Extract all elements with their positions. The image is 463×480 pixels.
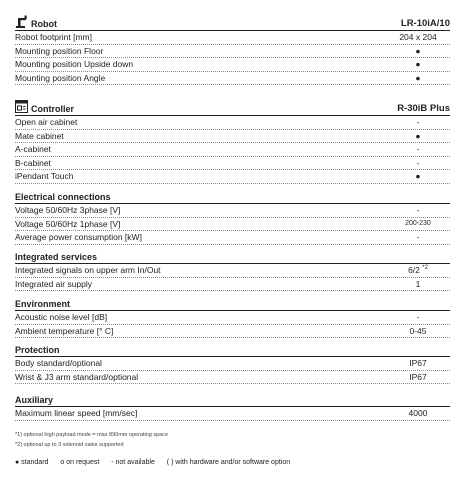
- table-row: Robot footprint [mm] 204 x 204: [15, 31, 450, 45]
- controller-title: Controller: [31, 104, 75, 114]
- legend-not-available: - not available: [111, 459, 155, 466]
- table-row: Voltage 50/60Hz 3phase [V] -: [15, 204, 450, 218]
- table-row: iPendant Touch ●: [15, 170, 450, 184]
- robot-header: [15, 14, 450, 31]
- table-row: Mounting position Upside down ●: [15, 58, 450, 72]
- electrical-section: [15, 187, 450, 245]
- table-row: Open air cabinet -: [15, 116, 450, 130]
- table-row: Average power consumption [kW] -: [15, 231, 450, 245]
- legend: [15, 459, 300, 466]
- table-row: A-cabinet -: [15, 143, 450, 157]
- integrated-title: Integrated services: [15, 252, 98, 262]
- table-row: Acoustic noise level [dB] -: [15, 311, 450, 325]
- table-row: Wrist & J3 arm standard/optional IP67: [15, 371, 450, 385]
- controller-model: R-30iB Plus: [397, 103, 450, 114]
- robot-section: [15, 14, 450, 85]
- table-row: Integrated air supply 1: [15, 278, 450, 292]
- table-row: Ambient temperature [° C] 0-45: [15, 325, 450, 339]
- integrated-section: [15, 247, 450, 291]
- table-row: Body standard/optional IP67: [15, 357, 450, 371]
- table-row: Integrated signals on upper arm In/Out 6/2 $^{*2}$: [15, 264, 450, 278]
- environment-header: [15, 294, 450, 311]
- electrical-title: Electrical connections: [15, 192, 111, 202]
- protection-section: [15, 340, 450, 384]
- footnote: *2) optional up to 3 solenoid vales supported: [15, 442, 124, 448]
- robot-title: Robot: [31, 19, 57, 29]
- auxiliary-header: [15, 390, 450, 407]
- table-row: Maximum linear speed [mm/sec] 4000: [15, 407, 450, 421]
- legend-standard: ● standard: [15, 459, 49, 466]
- controller-section: [15, 99, 450, 184]
- table-row: Mounting position Floor ●: [15, 45, 450, 59]
- legend-option: ( ) with hardware and/or software option: [166, 459, 291, 466]
- controller-header: [15, 99, 450, 116]
- table-row: Mate cabinet ●: [15, 130, 450, 144]
- robot-arm-icon: [15, 15, 28, 28]
- footnote: *1) optional high payload mode = max 890mm operating space: [15, 432, 169, 438]
- legend-on-request: o on request: [60, 459, 100, 466]
- electrical-header: [15, 187, 450, 204]
- environment-title: Environment: [15, 299, 71, 309]
- table-row: B-cabinet -: [15, 157, 450, 171]
- integrated-header: [15, 247, 450, 264]
- auxiliary-title: Auxiliary: [15, 395, 54, 405]
- footnotes: [15, 430, 168, 450]
- protection-title: Protection: [15, 345, 60, 355]
- table-row: Mounting position Angle ●: [15, 72, 450, 86]
- environment-section: [15, 294, 450, 338]
- robot-model: LR-10iA/10: [400, 18, 450, 29]
- auxiliary-section: [15, 390, 450, 421]
- table-row: Voltage 50/60Hz 1phase [V] 200-230: [15, 218, 450, 232]
- controller-cabinet-icon: [15, 100, 28, 113]
- protection-header: [15, 340, 450, 357]
